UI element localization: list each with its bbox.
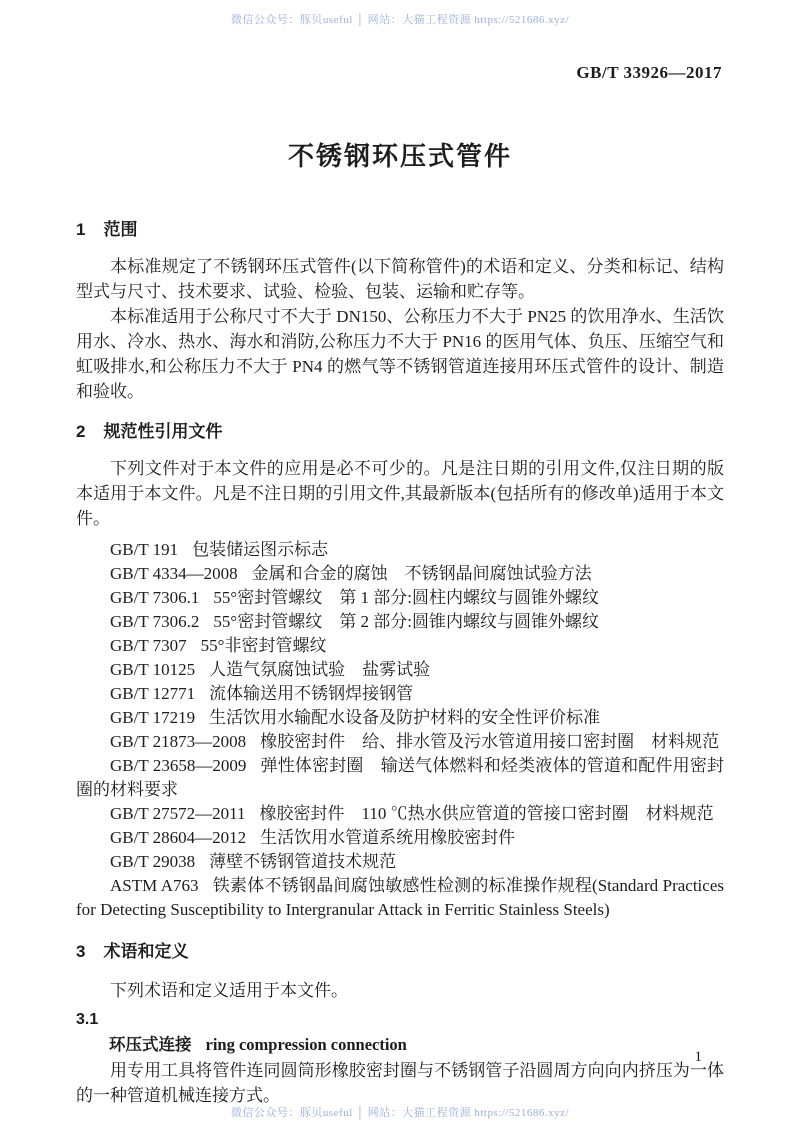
reference-code: GB/T 28604—2012 (110, 828, 247, 847)
reference-code: GB/T 191 (110, 540, 179, 559)
normative-refs-intro: 下列文件对于本文件的应用是必不可少的。凡是注日期的引用文件,仅注日期的版本适用于本文件。凡是不注日期的引用文件,其最新版本(包括所有的修改单)适用于本文件。 (76, 459, 724, 528)
reference-item (76, 874, 724, 922)
section-3-heading (76, 940, 724, 964)
reference-title: 55°非密封管螺纹 (200, 636, 327, 655)
reference-title: 弹性体密封圈 输送气体燃料和烃类液体的管道和配件用密封圈的材料要求 (76, 756, 724, 799)
reference-item (76, 658, 724, 682)
term-zh: 环压式连接 (109, 1036, 192, 1054)
reference-code: GB/T 7307 (110, 636, 187, 655)
reference-code: GB/T 27572—2011 (110, 804, 246, 823)
reference-title: 55°密封管螺纹 第 1 部分:圆柱内螺纹与圆锥外螺纹 (213, 588, 599, 607)
reference-code: GB/T 4334—2008 (110, 564, 238, 583)
section-1-number: 1 (76, 220, 86, 239)
page-number: 1 (694, 1049, 702, 1065)
reference-title: 包装储运图示标志 (192, 540, 329, 559)
term-line (76, 1032, 724, 1058)
reference-code: GB/T 17219 (110, 708, 196, 727)
reference-item (76, 826, 724, 850)
term-number: 3.1 (76, 1011, 99, 1028)
reference-code: GB/T 12771 (110, 684, 196, 703)
reference-title: 金属和合金的腐蚀 不锈钢晶间腐蚀试验方法 (251, 564, 592, 583)
section-2-heading (76, 420, 724, 444)
reference-title: 生活饮用水管道系统用橡胶密封件 (260, 828, 516, 847)
reference-code: GB/T 7306.1 (110, 588, 200, 607)
reference-title: 流体输送用不锈钢焊接钢管 (209, 684, 414, 703)
references-list (76, 538, 724, 922)
scope-paragraph-1: 本标准规定了不锈钢环压式管件(以下简称管件)的术语和定义、分类和标记、结构型式与尺寸、技术要求、试验、检验、包装、运输和贮存等。 (76, 257, 724, 301)
reference-code: GB/T 10125 (110, 660, 196, 679)
document-body (76, 210, 724, 1108)
reference-code: GB/T 23658—2009 (110, 756, 247, 775)
reference-title: 橡胶密封件 给、排水管及污水管道用接口密封圈 材料规范 (260, 732, 720, 751)
section-3-number: 3 (76, 942, 86, 961)
standard-code: GB/T 33926—2017 (576, 63, 722, 82)
reference-title: 薄壁不锈钢管道技术规范 (209, 852, 397, 871)
section-1-heading (76, 218, 724, 242)
reference-item (76, 562, 724, 586)
reference-title: 人造气氛腐蚀试验 盐雾试验 (209, 660, 431, 679)
section-1-label: 范围 (103, 220, 138, 239)
reference-title: 55°密封管螺纹 第 2 部分:圆锥内螺纹与圆锥外螺纹 (213, 612, 599, 631)
reference-item (76, 538, 724, 562)
section-2-label: 规范性引用文件 (103, 422, 223, 441)
reference-item (76, 586, 724, 610)
reference-item (76, 850, 724, 874)
section-2-number: 2 (76, 422, 86, 441)
watermark-top: 微信公众号：豚贝useful │ 网站：大猫工程资源 https://521686.xyz/ (230, 14, 570, 26)
reference-code: GB/T 29038 (110, 852, 196, 871)
reference-item (76, 610, 724, 634)
reference-code: GB/T 21873—2008 (110, 732, 247, 751)
reference-item (76, 706, 724, 730)
watermark-bottom: 微信公众号：豚贝useful │ 网站：大猫工程资源 https://521686.xyz/ (230, 1107, 570, 1119)
scope-paragraph-2: 本标准适用于公称尺寸不大于 DN150、公称压力不大于 PN25 的饮用净水、生活饮用水、冷水、热水、海水和消防,公称压力不大于 PN16 的医用气体、负压、压缩空气和虹吸排水,和公称压力不大于 PN4 的燃气等不锈钢管道连接用环压式管件的设计、制造和验收。 (76, 307, 724, 401)
document-title: 不锈钢环压式管件 (287, 141, 512, 171)
reference-title: 生活饮用水输配水设备及防护材料的安全性评价标准 (209, 708, 601, 727)
reference-item (76, 754, 724, 802)
reference-code: ASTM A763 (110, 876, 199, 895)
reference-item (76, 802, 724, 826)
reference-title: 铁素体不锈钢晶间腐蚀敏感性检测的标准操作规程(Standard Practices for Detecting Susceptibility to Intergranular Attack in Ferritic Stainless Steels) (76, 876, 724, 919)
terms-intro: 下列术语和定义适用于本文件。 (110, 981, 348, 1000)
reference-title: 橡胶密封件 110 ℃热水供应管道的管接口密封圈 材料规范 (259, 804, 714, 823)
reference-item (76, 682, 724, 706)
reference-item (76, 634, 724, 658)
reference-item (76, 730, 724, 754)
term-en: ring compression connection (205, 1035, 407, 1054)
reference-code: GB/T 7306.2 (110, 612, 200, 631)
term-definition: 用专用工具将管件连同圆筒形橡胶密封圈与不锈钢管子沿圆周方向向内挤压为一体的一种管道机械连接方式。 (76, 1061, 724, 1105)
section-3-label: 术语和定义 (103, 942, 189, 961)
